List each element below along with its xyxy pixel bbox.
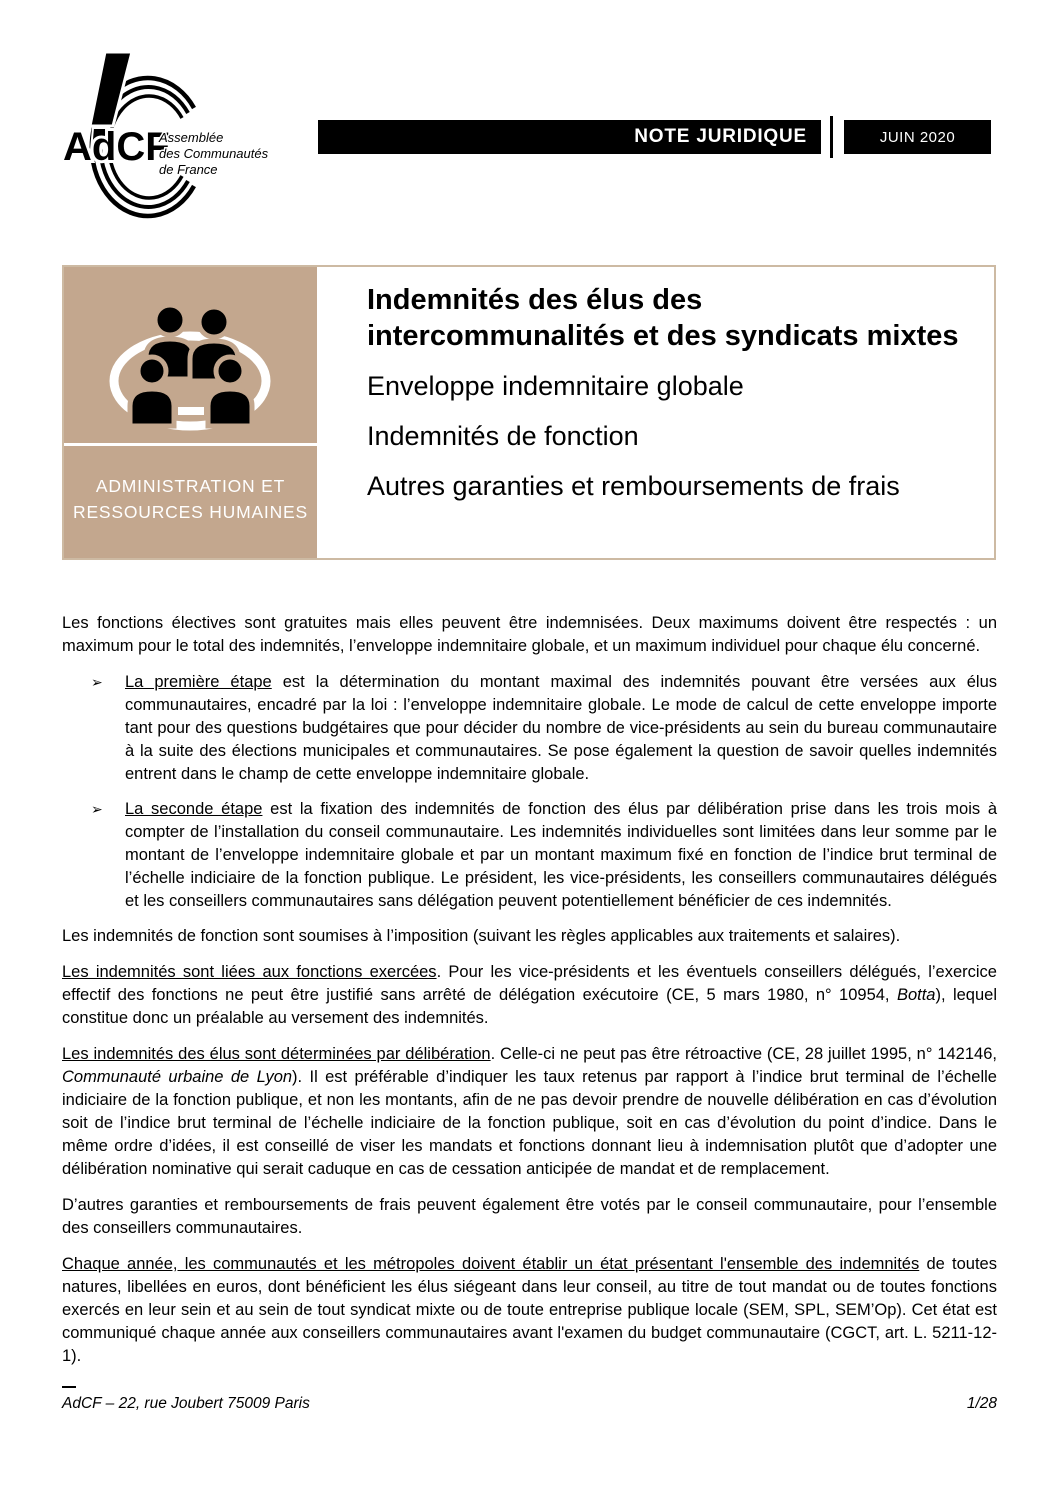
bullet-paragraph — [62, 798, 997, 913]
paragraph-text: D’autres garanties et remboursements de frais peuvent également être votés par le conseil communautaire, pour l’ensemble des conseillers communautaires. — [62, 1196, 997, 1237]
logo-acronym: AdCF — [63, 125, 170, 169]
page-number: 1/28 — [966, 1395, 997, 1412]
category-divider — [64, 443, 317, 446]
paragraph — [62, 961, 997, 1030]
document-subtitle-1: Enveloppe indemnitaire globale — [367, 371, 744, 401]
paragraph — [62, 1043, 997, 1181]
adcf-logo-icon — [63, 50, 273, 225]
logo-tagline-line3: de France — [159, 162, 218, 177]
document-subtitle-3: Autres garanties et remboursements de frais — [367, 471, 900, 501]
paragraph — [62, 1253, 997, 1368]
document-title: Indemnités des élus des intercommunalités et des syndicats mixtes — [367, 284, 959, 352]
bullet-paragraph — [62, 671, 997, 786]
bullet-arrow-icon: ➢ — [91, 674, 103, 690]
adcf-logo — [63, 50, 273, 225]
paragraph-text: Les indemnités de fonction sont soumises à l’imposition (suivant les règles applicables aux traitements et salaires). — [62, 927, 901, 945]
category-label-line2: RESSOURCES HUMAINES — [73, 502, 308, 522]
banner-divider — [830, 116, 833, 158]
note-type-label: NOTE JURIDIQUE — [634, 126, 807, 147]
footer-rule — [62, 1386, 76, 1388]
category-box — [64, 267, 317, 558]
bullet-arrow-icon: ➢ — [91, 801, 103, 817]
note-type-banner — [318, 120, 821, 154]
paragraph-text: La première étape est la détermination du montant maximal des indemnités pouvant être versées aux élus communautaires, encadré par la loi : l’enveloppe indemnitaire globale. Le mode de calcul de cette enveloppe importe tant pour des questions budgétaires que pour décider du nombre de vice-présidents au sein du bureau communautaire à la suite des élections municipales et communautaires. Se pose également la question de savoir quelles indemnités entrent dans le champ de cette enveloppe indemnitaire globale. — [125, 673, 997, 783]
logo-tagline-line1: Assemblée — [159, 130, 224, 145]
people-meeting-icon — [90, 295, 290, 443]
body-paragraphs — [62, 612, 997, 1381]
category-label — [64, 473, 317, 525]
document-subtitle-2: Indemnités de fonction — [367, 421, 639, 451]
paragraph — [62, 612, 997, 658]
paragraph-text: Chaque année, les communautés et les métropoles doivent établir un état présentant l'ensemble des indemnités de toutes natures, libellées en euros, dont bénéficient les élus siégeant dans leur conseil, au titre de tout mandat ou de toutes fonctions exercés en leur sein et au sein de tout syndicat mixte ou de toute entreprise publique locale (SEM, SPL, SEM’Op). Cet état est communiqué chaque année aux conseillers communautaires avant l'examen du budget communautaire (CGCT, art. L. 5211-12-1). — [62, 1255, 997, 1365]
footer-address: AdCF – 22, rue Joubert 75009 Paris — [62, 1395, 310, 1412]
category-label-line1: ADMINISTRATION ET — [95, 476, 286, 496]
paragraph-text: Les fonctions électives sont gratuites mais elles peuvent être indemnisées. Deux maximums doivent être respectés : un maximum pour le total des indemnités, l’enveloppe indemnitaire globale, et un maximum individuel pour chaque élu concerné. — [62, 614, 997, 655]
issue-date-label: JUIN 2020 — [879, 128, 956, 146]
title-block — [62, 265, 996, 560]
logo-tagline-line2: des Communautés — [159, 146, 269, 161]
paragraph — [62, 925, 997, 948]
page-footer — [62, 1386, 997, 1415]
paragraph — [62, 1194, 997, 1240]
paragraph-text: Les indemnités des élus sont déterminées par délibération. Celle-ci ne peut pas être rétroactive (CE, 28 juillet 1995, n° 142146, Communauté urbaine de Lyon). Il est préférable d’indiquer les taux retenus par rapport à l’indice brut terminal de l’échelle indiciaire de la fonction publique, et non les montants, afin de ne pas devoir prendre de nouvelle délibération en cas d’évolution soit de l’indice brut terminal de l’échelle indiciaire de la fonction publique, soit en cas d’évolution du point d’indice. Dans le même ordre d’idées, il est conseillé de viser les mandats et fonctions donnant lieu à indemnisation plutôt que d’adopter une délibération nominative qui serait caduque en cas de cessation anticipée de mandat et de remplacement. — [62, 1045, 997, 1178]
paragraph-text: Les indemnités sont liées aux fonctions exercées. Pour les vice-présidents et les éventuels conseillers délégués, l’exercice effectif des fonctions ne peut être justifié sans arrêté de délégation exécutoire (CE, 5 mars 1980, n° 10954, Botta), lequel constitue donc un préalable au versement des indemnités. — [62, 963, 997, 1027]
issue-date-badge — [844, 120, 991, 154]
paragraph-text: La seconde étape est la fixation des indemnités de fonction des élus par délibération prise dans les trois mois à compter de l’installation du conseil communautaire. Les indemnités individuelles sont limitées dans leur somme par le montant de l’enveloppe indemnitaire globale et par un montant maximum fixé en fonction de l’indice brut terminal de l’échelle indiciaire de la fonction publique. Le président, les vice-présidents, les conseillers communautaires délégués et les conseillers communautaires sans délégation peuvent potentiellement bénéficier de ces indemnités. — [125, 800, 997, 910]
titles-area — [317, 267, 994, 558]
